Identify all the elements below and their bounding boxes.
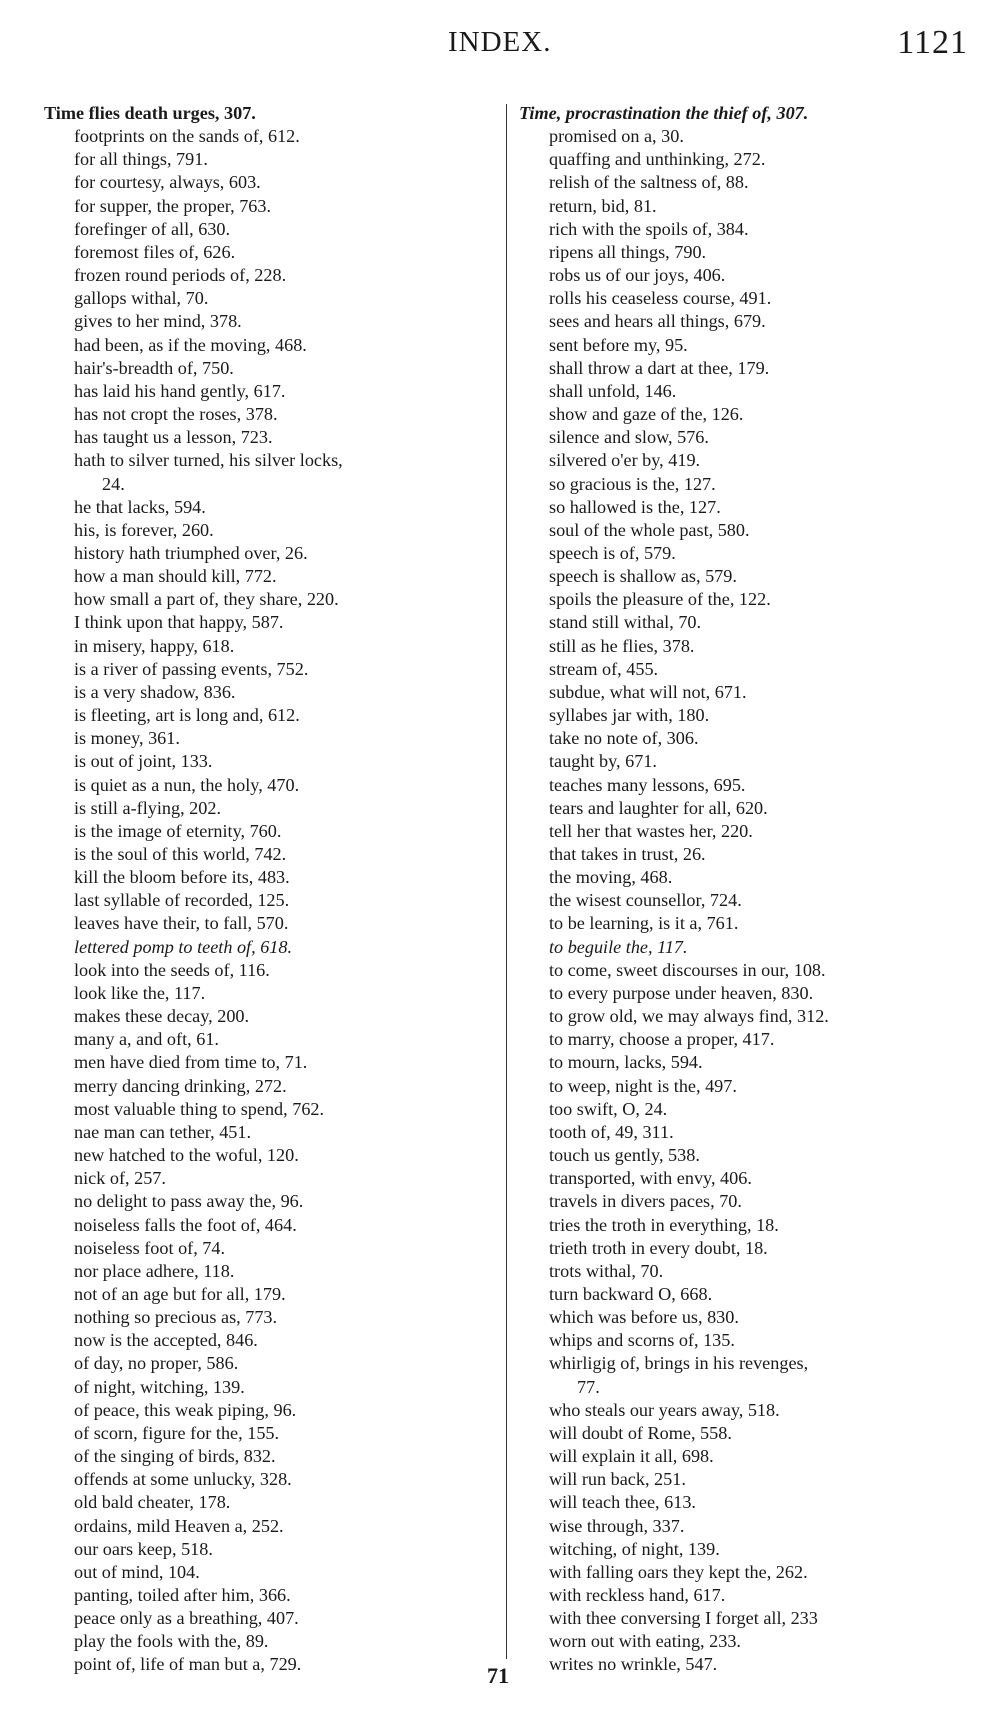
index-entry: who steals our years away, 518.: [549, 1399, 780, 1420]
index-entry: I think upon that happy, 587.: [74, 612, 284, 633]
index-entry: foremost files of, 626.: [74, 241, 236, 262]
page-header: [0, 26, 1000, 76]
index-entry: will doubt of Rome, 558.: [549, 1422, 732, 1443]
index-entry: quaffing and unthinking, 272.: [549, 149, 766, 170]
running-title: INDEX.: [448, 26, 552, 58]
index-entry: which was before us, 830.: [549, 1307, 739, 1328]
index-entry: whips and scorns of, 135.: [549, 1330, 735, 1351]
index-entry: merry dancing drinking, 272.: [74, 1075, 287, 1096]
index-entry: play the fools with the, 89.: [74, 1631, 269, 1652]
index-entry: hath to silver turned, his silver locks,: [74, 450, 343, 471]
index-entry: has not cropt the roses, 378.: [74, 404, 278, 425]
index-entry: 77.: [577, 1376, 600, 1397]
index-entry: nor place adhere, 118.: [74, 1260, 235, 1281]
index-entry: is still a-flying, 202.: [74, 797, 222, 818]
index-entry: gallops withal, 70.: [74, 288, 209, 309]
index-entry: too swift, O, 24.: [549, 1098, 668, 1119]
index-entry: taught by, 671.: [549, 751, 657, 772]
index-entry: soul of the whole past, 580.: [549, 519, 750, 540]
index-entry: stream of, 455.: [549, 658, 659, 679]
index-entry: noiseless falls the foot of, 464.: [74, 1214, 297, 1235]
index-entry: tooth of, 49, 311.: [549, 1121, 674, 1142]
index-entry: new hatched to the woful, 120.: [74, 1145, 299, 1166]
index-entry: syllabes jar with, 180.: [549, 705, 710, 726]
index-entry: look into the seeds of, 116.: [74, 959, 270, 980]
page-number: 1121: [897, 24, 968, 61]
index-entry: makes these decay, 200.: [74, 1006, 250, 1027]
index-entry: will explain it all, 698.: [549, 1446, 714, 1467]
signature-number: 71: [487, 1663, 509, 1688]
index-entry: sent before my, 95.: [549, 334, 688, 355]
index-entry: travels in divers paces, 70.: [549, 1191, 742, 1212]
index-entry: footprints on the sands of, 612.: [74, 126, 300, 147]
index-entry: sees and hears all things, 679.: [549, 311, 766, 332]
index-entry: is fleeting, art is long and, 612.: [74, 705, 300, 726]
index-entry: of night, witching, 139.: [74, 1376, 245, 1397]
index-heading: Time, procrastination the thief of, 307.: [519, 103, 809, 123]
index-entry: for supper, the proper, 763.: [74, 195, 272, 216]
index-entry: ordains, mild Heaven a, 252.: [74, 1515, 284, 1536]
index-entry: with reckless hand, 617.: [549, 1585, 726, 1605]
index-entry: robs us of our joys, 406.: [549, 265, 726, 286]
index-entry: spoils the pleasure of the, 122.: [549, 589, 771, 610]
index-entry: to marry, choose a proper, 417.: [549, 1029, 775, 1050]
index-entry: is out of joint, 133.: [74, 751, 213, 772]
index-entry: of scorn, figure for the, 155.: [74, 1422, 280, 1443]
index-entry: noiseless foot of, 74.: [74, 1237, 226, 1258]
index-entry: so gracious is the, 127.: [549, 473, 716, 494]
index-entry: will run back, 251.: [549, 1469, 686, 1490]
index-entry: speech is shallow as, 579.: [549, 566, 737, 587]
index-entry: hair's-breadth of, 750.: [74, 357, 234, 378]
index-entry: is a very shadow, 836.: [74, 681, 236, 702]
index-entry: transported, with envy, 406.: [549, 1168, 752, 1189]
index-entry: how a man should kill, 772.: [74, 566, 277, 587]
index-entry: nae man can tether, 451.: [74, 1121, 252, 1142]
index-entry: tears and laughter for all, 620.: [549, 797, 768, 818]
index-entry: to beguile the, 117.: [549, 936, 688, 957]
index-entry: not of an age but for all, 179.: [74, 1283, 286, 1304]
index-entry: trots withal, 70.: [549, 1260, 664, 1281]
index-entry: wise through, 337.: [549, 1515, 685, 1536]
index-entry: so hallowed is the, 127.: [549, 496, 721, 517]
index-entry: is money, 361.: [74, 728, 180, 749]
index-entry: is a river of passing events, 752.: [74, 658, 309, 679]
index-entry: is quiet as a nun, the holy, 470.: [74, 774, 300, 795]
index-entry: point of, life of man but a, 729.: [74, 1654, 302, 1675]
index-entry: stand still withal, 70.: [549, 612, 702, 633]
index-entry: to mourn, lacks, 594.: [549, 1052, 703, 1073]
column-divider: [506, 104, 507, 1659]
index-entry: nothing so precious as, 773.: [74, 1307, 278, 1328]
index-entry: with thee conversing I forget all, 233: [549, 1608, 818, 1629]
index-entry: worn out with eating, 233.: [549, 1631, 741, 1652]
index-entry: rich with the spoils of, 384.: [549, 218, 749, 239]
index-entry: relish of the saltness of, 88.: [549, 172, 749, 193]
index-entry: speech is of, 579.: [549, 542, 676, 563]
index-entry: out of mind, 104.: [74, 1561, 200, 1582]
index-entry: leaves have their, to fall, 570.: [74, 913, 289, 934]
index-entry: had been, as if the moving, 468.: [74, 334, 307, 355]
index-entry: teaches many lessons, 695.: [549, 774, 746, 795]
index-entry: his, is forever, 260.: [74, 519, 214, 540]
index-entry: look like the, 117.: [74, 982, 206, 1003]
index-entry: of day, no proper, 586.: [74, 1353, 239, 1374]
index-entry: nick of, 257.: [74, 1168, 166, 1189]
index-entry: that takes in trust, 26.: [549, 844, 706, 864]
index-entry: lettered pomp to teeth of, 618.: [74, 936, 293, 957]
index-entry: most valuable thing to spend, 762.: [74, 1098, 325, 1119]
index-entry: return, bid, 81.: [549, 195, 657, 216]
index-heading: Time flies death urges, 307.: [44, 103, 256, 123]
index-entry: tries the troth in everything, 18.: [549, 1214, 779, 1235]
index-entry: trieth troth in every doubt, 18.: [549, 1237, 768, 1258]
index-entry: last syllable of recorded, 125.: [74, 890, 290, 911]
index-entry: history hath triumphed over, 26.: [74, 542, 308, 563]
index-entry: with falling oars they kept the, 262.: [549, 1561, 808, 1582]
index-entry: take no note of, 306.: [549, 728, 699, 749]
index-entry: the moving, 468.: [549, 867, 673, 888]
index-entry: ripens all things, 790.: [549, 241, 707, 262]
signature-mark: [0, 1663, 1000, 1689]
index-entry: silence and slow, 576.: [549, 427, 709, 448]
index-entry: how small a part of, they share, 220.: [74, 589, 339, 610]
index-entry: for courtesy, always, 603.: [74, 172, 261, 193]
index-entry: is the image of eternity, 760.: [74, 820, 282, 841]
index-entry: silvered o'er by, 419.: [549, 450, 701, 471]
index-entry: no delight to pass away the, 96.: [74, 1191, 304, 1212]
index-entry: the wisest counsellor, 724.: [549, 890, 742, 911]
index-entry: kill the bloom before its, 483.: [74, 867, 290, 888]
index-entry: subdue, what will not, 671.: [549, 681, 747, 702]
index-entry: our oars keep, 518.: [74, 1538, 213, 1559]
index-entry: of peace, this weak piping, 96.: [74, 1399, 297, 1420]
index-entry: now is the accepted, 846.: [74, 1330, 258, 1351]
index-entry: is the soul of this world, 742.: [74, 844, 287, 864]
index-entry: show and gaze of the, 126.: [549, 404, 744, 425]
index-entry: to grow old, we may always find, 312.: [549, 1006, 829, 1027]
index-entry: to weep, night is the, 497.: [549, 1075, 737, 1096]
index-entry: promised on a, 30.: [549, 126, 684, 147]
index-entry: panting, toiled after him, 366.: [74, 1585, 291, 1605]
index-entry: to be learning, is it a, 761.: [549, 913, 739, 934]
index-entry: still as he flies, 378.: [549, 635, 695, 656]
index-entry: frozen round periods of, 228.: [74, 265, 287, 286]
index-entry: for all things, 791.: [74, 149, 208, 170]
index-entry: 24.: [102, 473, 125, 494]
index-entry: many a, and oft, 61.: [74, 1029, 219, 1050]
index-entry: shall unfold, 146.: [549, 380, 677, 401]
index-entry: whirligig of, brings in his revenges,: [549, 1353, 809, 1374]
index-entry: writes no wrinkle, 547.: [549, 1654, 718, 1675]
index-entry: to come, sweet discourses in our, 108.: [549, 959, 826, 980]
index-entry: of the singing of birds, 832.: [74, 1446, 276, 1467]
index-entry: in misery, happy, 618.: [74, 635, 235, 656]
index-entry: has taught us a lesson, 723.: [74, 427, 273, 448]
index-entry: touch us gently, 538.: [549, 1145, 700, 1166]
index-entry: shall throw a dart at thee, 179.: [549, 357, 770, 378]
index-entry: he that lacks, 594.: [74, 496, 206, 517]
index-entry: to every purpose under heaven, 830.: [549, 982, 814, 1003]
index-entry: will teach thee, 613.: [549, 1492, 696, 1513]
index-entry: has laid his hand gently, 617.: [74, 380, 286, 401]
index-entry: offends at some unlucky, 328.: [74, 1469, 292, 1490]
index-entry: old bald cheater, 178.: [74, 1492, 231, 1513]
index-column-left: [44, 102, 499, 1677]
index-entry: forefinger of all, 630.: [74, 218, 231, 239]
index-entry: rolls his ceaseless course, 491.: [549, 288, 772, 309]
index-entry: peace only as a breathing, 407.: [74, 1608, 299, 1629]
index-entry: witching, of night, 139.: [549, 1538, 720, 1559]
index-entry: men have died from time to, 71.: [74, 1052, 308, 1073]
index-entry: gives to her mind, 378.: [74, 311, 242, 332]
index-entry: turn backward O, 668.: [549, 1283, 713, 1304]
index-entry: tell her that wastes her, 220.: [549, 820, 753, 841]
index-column-right: [519, 102, 974, 1677]
